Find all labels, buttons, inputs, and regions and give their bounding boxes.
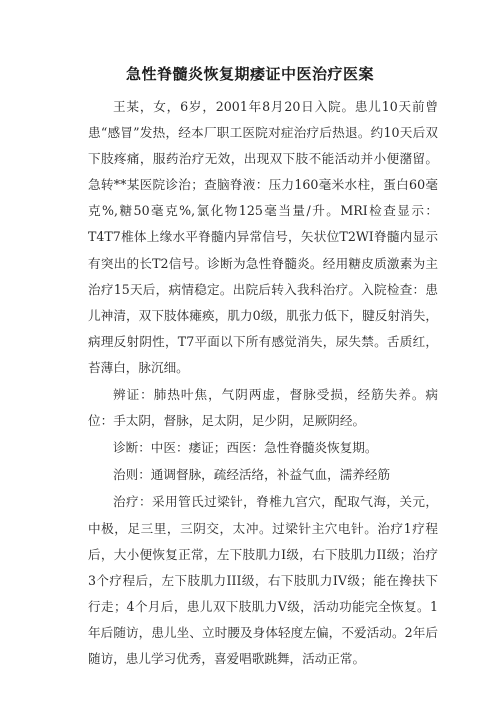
paragraph-case-history: 王某，女，6岁，2001年8月20日入院。患儿10天前曾患“感冒”发热，经本厂职工医院对症治疗后热退。约10天后双下肢疼痛，服药治疗无效，出现双下肢不能活动并小便潴留。急转**某医院诊治；查脑脊液：压力160毫米水柱，蛋白60毫克%,糖50毫克%,氯化物125毫当量/升。MRI检查显示：T4T7椎体上缘水平脊髓内异常信号，矢状位T2WI脊髓内显示有突出的长T2信号。诊断为急性脊髓炎。经用糖皮质激素为主治疗15天后，病情稳定。出院后转入我科治疗。入院检查：患儿神清，双下肢体瘫痪，肌力0级，肌张力低下，腱反射消失，病理反射阴性，T7平面以下所有感觉消失，尿失禁。舌质红，苔薄白，脉沉细。 — [88, 99, 438, 375]
paragraph-differentiation: 辨证：肺热叶焦，气阴两虚，督脉受损，经筋失养。病位：手太阴，督脉，足太阴，足少阴，足厥阴经。 — [88, 387, 438, 429]
paragraph-treatment: 治疗：采用管氏过梁针，脊椎九宫穴，配取气海，关元，中极，足三里，三阴交，太冲。过梁针主穴电针。治疗1疗程后，大小便恢复正常，左下肢肌力I级，右下肢肌力II级；治疗3个疗程后，左下肢肌力III级，右下肢肌力IV级；能在搀扶下行走；4个月后，患儿双下肢肌力V级，活动功能完全恢复。1年后随访，患儿坐、立时腰及身体轻度左偏，不爱活动。2年后随访，患儿学习优秀，喜爱唱歌跳舞，活动正常。 — [88, 494, 438, 666]
paragraph-treatment-principle: 治则：通调督脉，疏经活络，补益气血，濡养经筋 — [113, 467, 391, 483]
document-title: 急性脊髓炎恢复期痿证中医治疗医案 — [125, 65, 374, 83]
paragraph-diagnosis: 诊断：中医：痿证；西医：急性脊髓炎恢复期。 — [113, 440, 378, 456]
document-body — [88, 94, 438, 672]
